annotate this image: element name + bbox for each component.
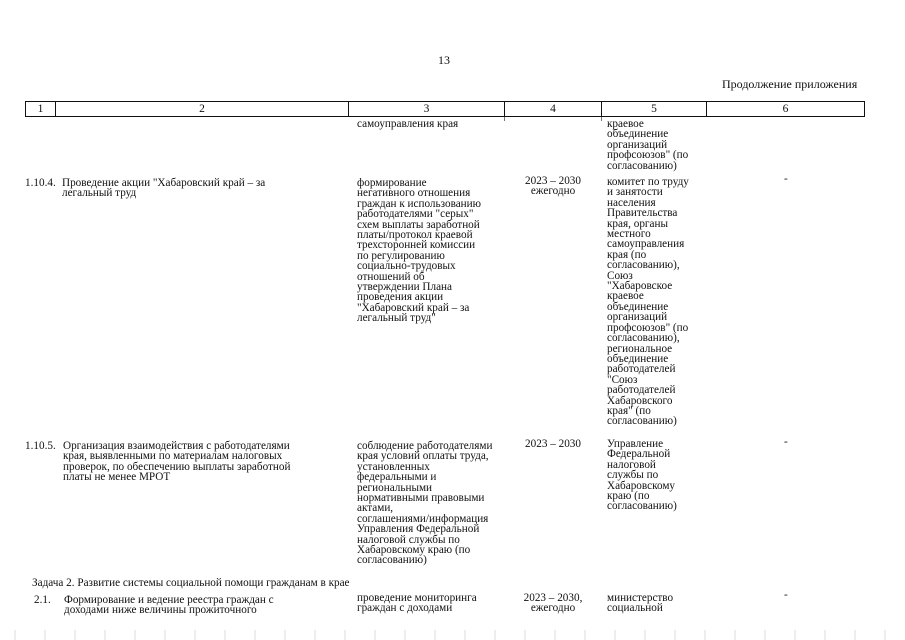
row-note: - <box>784 173 788 185</box>
header-col-5: 5 <box>601 101 707 117</box>
header-col-1: 1 <box>25 101 56 117</box>
row-result: проведение мониторинга граждан с доходами <box>357 592 477 615</box>
row-result: формирование негативного отношения граждан к использованию работодателями "серых" схем выплаты заработной платы/протокол краевой трехсторонней комиссии по регулированию социально-трудовых отношений об утверждении Плана проведения акции "Хабаровский край – за легальный труд" <box>357 177 482 325</box>
column-divider <box>601 117 602 121</box>
row-number: 1.10.5. <box>25 440 56 452</box>
row-measure: Проведение акции "Хабаровский край – за легальный труд <box>62 177 266 200</box>
row-measure: Организация взаимодействия с работодателями края, выявленными по материалам налоговых проверок, по обеспечению выплаты заработной платы не менее МРОТ <box>63 440 291 484</box>
cont-row-result: самоуправления края <box>357 118 459 130</box>
header-col-2: 2 <box>55 101 349 117</box>
header-col-3: 3 <box>348 101 505 117</box>
row-number: 2.1. <box>34 594 51 606</box>
row-measure: Формирование и ведение реестра граждан с доходами ниже величины прожиточного <box>64 594 274 617</box>
row-executor: министерство социальной <box>607 592 674 615</box>
header-col-4: 4 <box>504 101 602 117</box>
header-col-6: 6 <box>706 101 865 117</box>
page-number: 13 <box>438 53 450 67</box>
row-number: 1.10.4. <box>25 177 56 189</box>
task-heading: Задача 2. Развитие системы социальной помощи гражданам в крае <box>32 577 350 589</box>
row-executor: комитет по труду и занятости населения Правительства края, органы местного самоуправления края (по согласованию), Союз "Хабаровское краевое объединение организаций профсоюзов" (по согласованию), региональное объединение работодателей "Союз работодателей Хабаровского края" (по согласованию) <box>607 176 689 428</box>
continuation-label: Продолжение приложения <box>722 77 858 91</box>
row-period: 2023 – 2030, ежегодно <box>523 592 583 615</box>
row-period: 2023 – 2030 <box>525 438 581 450</box>
row-note: - <box>784 589 788 601</box>
row-note: - <box>784 436 788 448</box>
scan-artifact <box>0 630 905 640</box>
row-executor: Управление Федеральной налоговой службы по Хабаровскому краю (по согласованию) <box>607 438 677 513</box>
row-period: 2023 – 2030 ежегодно <box>525 175 581 198</box>
column-divider <box>504 117 505 121</box>
row-result: соблюдение работодателями края условий оплаты труда, установленных федеральными и региональными нормативными правовыми актами, соглашениями/информация Управления Федеральной налоговой службы по Хабаровскому краю (по согласованию) <box>357 440 493 567</box>
cont-row-executor: краевое объединение организаций профсоюзов" (по согласованию) <box>607 118 689 172</box>
